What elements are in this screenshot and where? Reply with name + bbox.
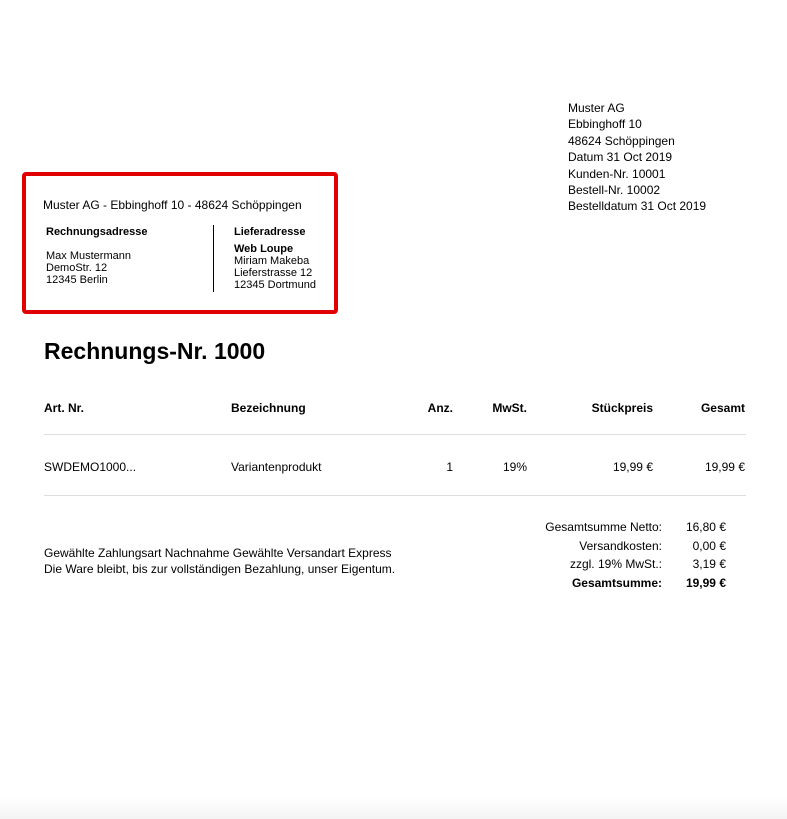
table-row xyxy=(44,455,746,479)
sender-street: Ebbinghoff 10 xyxy=(568,117,642,132)
shipping-address-line: Miriam Makeba xyxy=(234,255,310,267)
row-unit-price: 19,99 € xyxy=(612,460,653,474)
shipping-cost-value: 0,00 € xyxy=(692,538,726,553)
net-total-label: Gesamtsumme Netto: xyxy=(545,520,662,534)
row-name: Variantenprodukt xyxy=(231,460,322,474)
footer-notes xyxy=(44,545,395,577)
billing-address xyxy=(46,226,147,286)
row-qty: 1 xyxy=(446,460,453,474)
totals-vat-row xyxy=(520,557,726,576)
totals-summary xyxy=(520,520,726,594)
sender-company: Muster AG xyxy=(568,101,625,115)
header-unit-price: Stückpreis xyxy=(591,401,653,415)
grand-total-label: Gesamtsumme: xyxy=(571,575,662,590)
header-art-nr: Art. Nr. xyxy=(44,401,85,415)
header-total: Gesamt xyxy=(700,401,745,415)
header-qty: Anz. xyxy=(427,401,453,415)
page-bottom-edge xyxy=(0,797,787,819)
shipping-address-line: Lieferstrasse 12 xyxy=(234,267,313,279)
header-vat: MwSt. xyxy=(492,401,527,415)
payment-shipping-note: Gewählte Zahlungsart Nachnahme Gewählte Versandart Express xyxy=(44,546,392,560)
invoice-date: Datum 31 Oct 2019 xyxy=(568,150,673,165)
shipping-address xyxy=(234,226,316,291)
invoice-title: Rechnungs-Nr. 1000 xyxy=(44,338,266,364)
address-sender-line: Muster AG - Ebbinghoff 10 - 48624 Schöppingen xyxy=(43,198,302,212)
shipping-address-company: Web Loupe xyxy=(234,243,294,255)
grand-total-value: 19,99 € xyxy=(685,575,726,590)
address-divider xyxy=(213,225,214,292)
totals-grand-row xyxy=(520,576,726,595)
totals-net-row xyxy=(520,520,726,539)
header-name: Bezeichnung xyxy=(231,401,306,415)
address-box xyxy=(22,172,338,314)
vat-label: zzgl. 19% MwSt.: xyxy=(569,557,662,571)
net-total-value: 16,80 € xyxy=(685,520,726,534)
table-divider xyxy=(44,495,746,496)
sender-info xyxy=(568,100,706,215)
order-number: Bestell-Nr. 10002 xyxy=(568,183,661,198)
totals-shipping-row xyxy=(520,539,726,558)
shipping-address-heading: Lieferadresse xyxy=(234,226,306,238)
table-divider xyxy=(44,434,746,435)
billing-address-line: 12345 Berlin xyxy=(46,274,108,286)
vat-value: 3,19 € xyxy=(692,557,726,571)
table-header xyxy=(44,396,746,420)
item-table xyxy=(44,396,746,496)
shipping-address-line: 12345 Dortmund xyxy=(234,279,316,291)
row-vat: 19% xyxy=(502,460,527,474)
ownership-note: Die Ware bleibt, bis zur vollständigen Bezahlung, unser Eigentum. xyxy=(44,562,396,576)
billing-address-line: Max Mustermann xyxy=(46,250,131,262)
row-total: 19,99 € xyxy=(704,460,745,474)
order-date: Bestelldatum 31 Oct 2019 xyxy=(568,199,707,214)
sender-city: 48624 Schöppingen xyxy=(568,133,675,148)
customer-number: Kunden-Nr. 10001 xyxy=(568,166,666,181)
row-art-nr: SWDEMO1000... xyxy=(44,460,137,474)
billing-address-line: DemoStr. 12 xyxy=(46,262,108,274)
billing-address-heading: Rechnungsadresse xyxy=(46,226,148,238)
shipping-cost-label: Versandkosten: xyxy=(579,538,662,553)
